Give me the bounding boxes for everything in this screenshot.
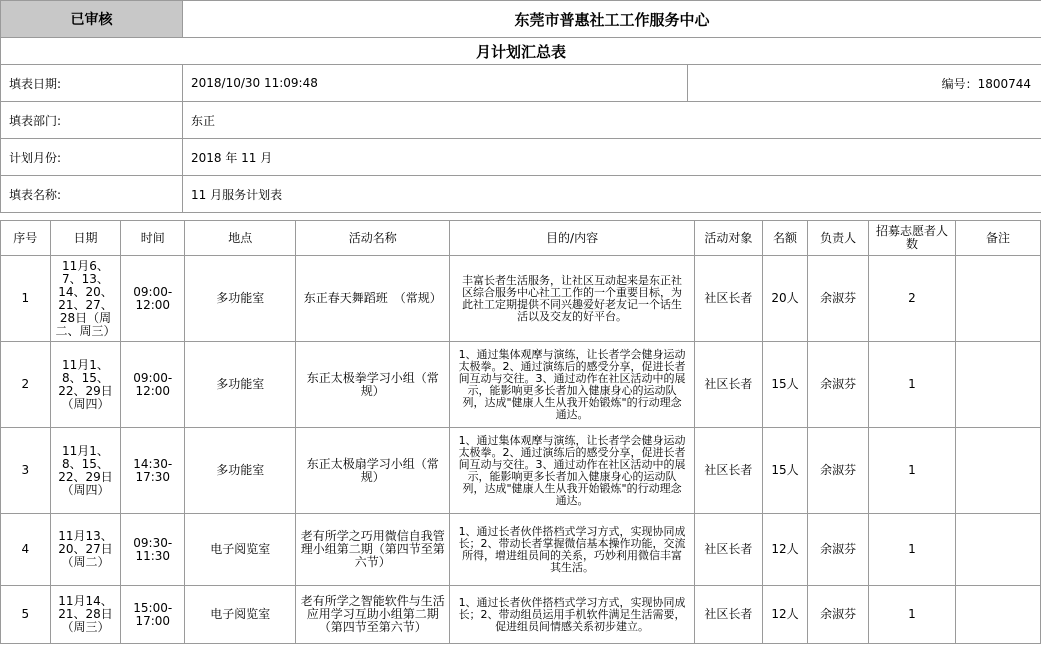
cell-remark bbox=[955, 514, 1040, 586]
cell-no: 4 bbox=[1, 514, 51, 586]
cell-no: 5 bbox=[1, 586, 51, 644]
cell-time: 09:00-12:00 bbox=[121, 256, 185, 342]
column-header-volunteers: 招募志愿者人数 bbox=[868, 221, 955, 256]
cell-time: 15:00-17:00 bbox=[121, 586, 185, 644]
page-title: 月计划汇总表 bbox=[1, 38, 1041, 65]
cell-place: 多功能室 bbox=[185, 342, 296, 428]
column-header-time: 时间 bbox=[121, 221, 185, 256]
cell-activity-name: 老有所学之智能软件与生活应用学习互助小组第二期（第四节至第六节） bbox=[296, 586, 450, 644]
organization-name: 东莞市普惠社工工作服务中心 bbox=[183, 1, 1041, 38]
cell-target: 社区长者 bbox=[694, 514, 762, 586]
cell-volunteers: 1 bbox=[868, 514, 955, 586]
form-number: 编号：1800744 bbox=[688, 65, 1041, 102]
form-name-value: 11 月服务计划表 bbox=[183, 176, 1041, 213]
cell-volunteers: 2 bbox=[868, 256, 955, 342]
cell-purpose: 1、通过长者伙伴搭档式学习方式，实现协同成长；2、带动组员运用手机软件满足生活需要，促进组员间情感关系初步建立。 bbox=[450, 586, 695, 644]
cell-activity-name: 老有所学之巧用微信自我管理小组第二期（第四节至第六节） bbox=[296, 514, 450, 586]
header-table bbox=[0, 0, 1041, 213]
cell-purpose: 1、通过集体观摩与演练，让长者学会健身运动太极拳。2、通过演练后的感受分享，促进长者间互动与交往。3、通过动作在社区活动中的展示，能影响更多长者加入健康身心的运动队列，达成"健康人生从我开始锻炼"的行动理念通达。 bbox=[450, 428, 695, 514]
column-header-quota: 名额 bbox=[762, 221, 808, 256]
cell-target: 社区长者 bbox=[694, 428, 762, 514]
approval-status-badge: 已审核 bbox=[1, 1, 183, 38]
cell-quota: 15人 bbox=[762, 342, 808, 428]
cell-volunteers: 1 bbox=[868, 428, 955, 514]
cell-target: 社区长者 bbox=[694, 586, 762, 644]
cell-purpose: 1、通过集体观摩与演练，让长者学会健身运动太极拳。2、通过演练后的感受分享，促进长者间互动与交往。3、通过动作在社区活动中的展示，能影响更多长者加入健康身心的运动队列，达成"健康人生从我开始锻炼"的行动理念通达。 bbox=[450, 342, 695, 428]
cell-activity-name: 东正太极拳学习小组（常规） bbox=[296, 342, 450, 428]
plan-table bbox=[0, 220, 1041, 644]
cell-quota: 12人 bbox=[762, 514, 808, 586]
column-header-purpose: 目的/内容 bbox=[450, 221, 695, 256]
section-spacer bbox=[0, 206, 1041, 220]
cell-place: 多功能室 bbox=[185, 256, 296, 342]
cell-volunteers: 1 bbox=[868, 342, 955, 428]
department-value: 东正 bbox=[183, 102, 1041, 139]
cell-no: 1 bbox=[1, 256, 51, 342]
column-header-activity-name: 活动名称 bbox=[296, 221, 450, 256]
cell-date: 11月6、7、13、14、20、21、27、28日（周二、周三） bbox=[50, 256, 121, 342]
cell-target: 社区长者 bbox=[694, 342, 762, 428]
cell-time: 14:30-17:30 bbox=[121, 428, 185, 514]
column-header-place: 地点 bbox=[185, 221, 296, 256]
plan-month-label: 计划月份: bbox=[1, 139, 183, 176]
cell-purpose: 1、通过长者伙伴搭档式学习方式，实现协同成长；2、带动长者掌握微信基本操作功能，交流所得，增进组员间的关系，巧妙利用微信丰富其生活。 bbox=[450, 514, 695, 586]
cell-activity-name: 东正太极扇学习小组（常规） bbox=[296, 428, 450, 514]
column-header-target: 活动对象 bbox=[694, 221, 762, 256]
cell-date: 11月14、21、28日（周三） bbox=[50, 586, 121, 644]
cell-no: 2 bbox=[1, 342, 51, 428]
cell-time: 09:30-11:30 bbox=[121, 514, 185, 586]
cell-leader: 余淑芬 bbox=[808, 586, 869, 644]
table-row bbox=[1, 256, 1041, 342]
form-name-label: 填表名称: bbox=[1, 176, 183, 213]
cell-remark bbox=[955, 586, 1040, 644]
table-row bbox=[1, 586, 1041, 644]
column-header-remark: 备注 bbox=[955, 221, 1040, 256]
cell-quota: 15人 bbox=[762, 428, 808, 514]
cell-time: 09:00-12:00 bbox=[121, 342, 185, 428]
cell-quota: 20人 bbox=[762, 256, 808, 342]
plan-month-value: 2018 年 11 月 bbox=[183, 139, 1041, 176]
cell-quota: 12人 bbox=[762, 586, 808, 644]
cell-activity-name: 东正春天舞蹈班 （常规） bbox=[296, 256, 450, 342]
department-label: 填表部门: bbox=[1, 102, 183, 139]
table-row bbox=[1, 514, 1041, 586]
column-header-date: 日期 bbox=[50, 221, 121, 256]
cell-place: 电子阅览室 bbox=[185, 514, 296, 586]
fill-date-value: 2018/10/30 11:09:48 bbox=[183, 65, 688, 102]
cell-place: 多功能室 bbox=[185, 428, 296, 514]
cell-leader: 余淑芬 bbox=[808, 342, 869, 428]
cell-leader: 余淑芬 bbox=[808, 514, 869, 586]
cell-purpose: 丰富长者生活服务，让社区互动起来是东正社区综合服务中心社工工作的一个重要目标，为此社工定期提供不同兴趣爱好老友记一个话生活以及交友的好平台。 bbox=[450, 256, 695, 342]
column-header-no: 序号 bbox=[1, 221, 51, 256]
cell-leader: 余淑芬 bbox=[808, 428, 869, 514]
cell-leader: 余淑芬 bbox=[808, 256, 869, 342]
cell-date: 11月1、8、15、22、29日（周四） bbox=[50, 342, 121, 428]
fill-date-label: 填表日期: bbox=[1, 65, 183, 102]
column-header-leader: 负责人 bbox=[808, 221, 869, 256]
cell-place: 电子阅览室 bbox=[185, 586, 296, 644]
table-row bbox=[1, 342, 1041, 428]
table-header-row bbox=[1, 221, 1041, 256]
cell-target: 社区长者 bbox=[694, 256, 762, 342]
cell-remark bbox=[955, 342, 1040, 428]
table-row bbox=[1, 428, 1041, 514]
cell-remark bbox=[955, 428, 1040, 514]
cell-date: 11月1、8、15、22、29日（周四） bbox=[50, 428, 121, 514]
cell-no: 3 bbox=[1, 428, 51, 514]
cell-remark bbox=[955, 256, 1040, 342]
cell-date: 11月13、20、27日（周二） bbox=[50, 514, 121, 586]
cell-volunteers: 1 bbox=[868, 586, 955, 644]
